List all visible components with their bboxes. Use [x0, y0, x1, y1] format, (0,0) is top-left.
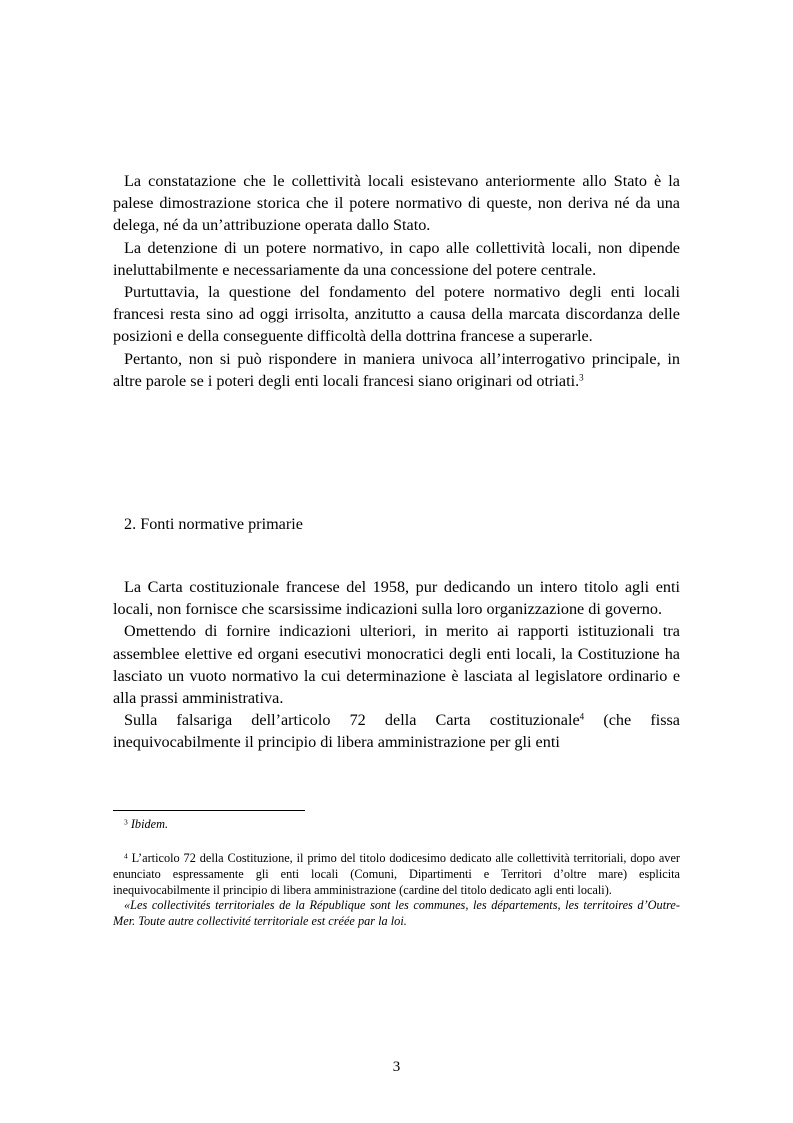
- paragraph: La Carta costituzionale francese del 1958, pur dedicando un intero titolo agli enti locali, non fornisce che scarsissime indicazioni sulla loro organizzazione di governo.: [113, 578, 680, 619]
- section-text: [113, 576, 680, 754]
- footnote-number: 3: [124, 817, 128, 827]
- footnote-ref: 4: [579, 711, 585, 722]
- paragraph: [113, 348, 680, 392]
- footnote-3: [113, 817, 680, 833]
- paragraph: [113, 709, 680, 753]
- paragraph-text: Pertanto, non si può rispondere in maniera univoca all’interrogativo principale, in altre parole se i poteri degli enti locali francesi siano originari od otriati.: [113, 349, 680, 390]
- page-number: 3: [392, 1059, 401, 1075]
- footnote-text: Ibidem.: [130, 817, 169, 831]
- footnote-number: 4: [124, 851, 128, 861]
- paragraph: La detenzione di un potere normativo, in capo alle collettività locali, non dipende ineluttabilmente e necessariamente da una concessione del potere centrale.: [113, 238, 680, 279]
- paragraph-text: Sulla falsariga dell’articolo 72 della Carta costituzionale: [124, 711, 580, 730]
- paragraph-text: (che fissa inequivocabilmente il principio di libera amministrazione per gli enti: [113, 711, 680, 752]
- intro-text: [113, 170, 680, 392]
- footnote-separator: [113, 810, 305, 811]
- footnote-quote: «Les collectivités territoriales de la République sont les communes, les départements, les territoires d’Outre-Mer. Toute autre collectivité territoriale est créée par la loi.: [113, 898, 680, 929]
- paragraph: Omettendo di fornire indicazioni ulteriori, in merito ai rapporti istituzionali tra assemblee elettive ed organi esecutivi monocratici degli enti locali, la Costituzione ha lasciato un vuoto normativo la cui determinazione è lasciata al legislatore ordinario e alla prassi amministrativa.: [113, 622, 680, 708]
- section-heading: 2. Fonti normative primarie: [124, 515, 303, 533]
- footnote-4: [113, 851, 680, 930]
- paragraph: La constatazione che le collettività locali esistevano anteriormente allo Stato è la palese dimostrazione storica che il potere normativo di queste, non deriva né da una delega, né da un’attribuzione operata dallo Stato.: [113, 172, 680, 235]
- paragraph: Purtuttavia, la questione del fondamento del potere normativo degli enti locali francesi resta sino ad oggi irrisolta, anzitutto a causa della marcata discordanza delle posizioni e della conseguente difficoltà della dottrina francese a superarle.: [113, 283, 680, 346]
- footnote-ref: 3: [579, 372, 584, 383]
- footnote-text: L’articolo 72 della Costituzione, il primo del titolo dodicesimo dedicato alle collettività territoriali, dopo aver enunciato espressamente gli enti locali (Comuni, Dipartimenti e Territori d’oltre mare) esplicita inequivocabilmente il principio di libera amministrazione (cardine del titolo dedicato agli enti locali).: [113, 851, 680, 897]
